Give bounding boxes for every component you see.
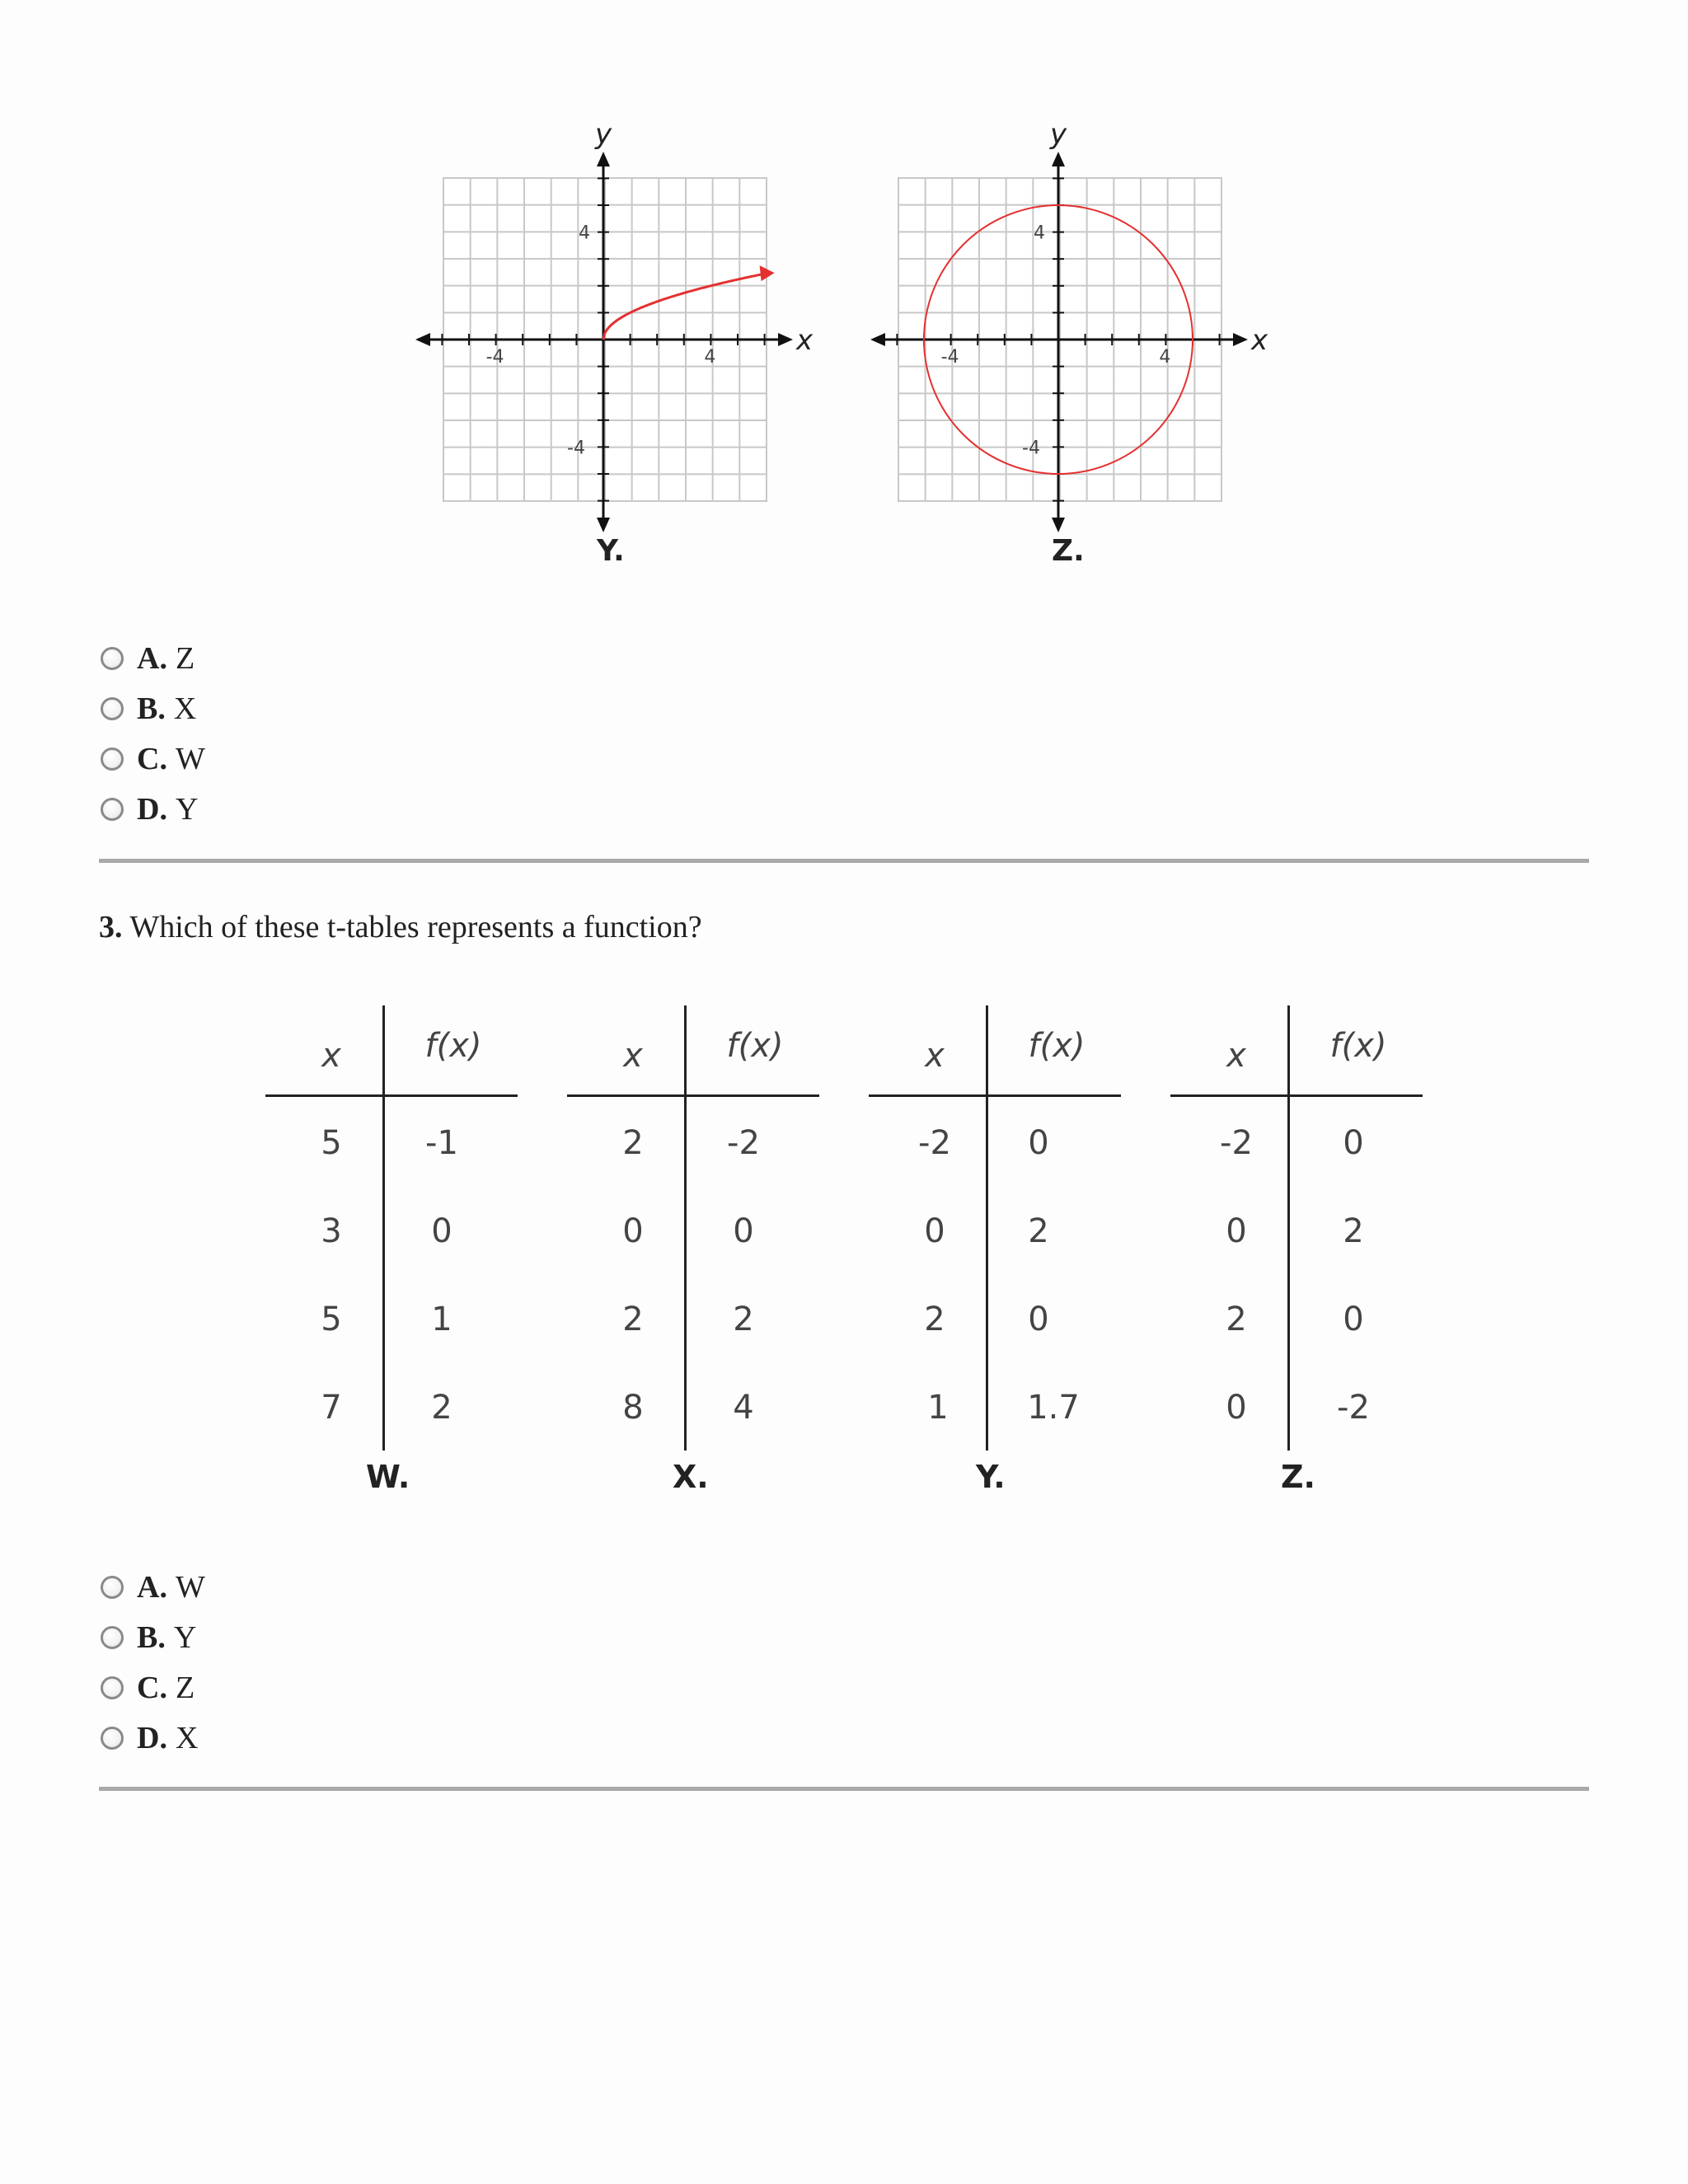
- arrow-left-icon: [870, 333, 885, 346]
- arrow-up-icon: [597, 152, 610, 166]
- graph-z-svg: [867, 115, 1279, 560]
- choice-text: Y: [173, 1619, 197, 1655]
- arrow-up-icon: [1052, 152, 1065, 166]
- tick-label-x-pos: 4: [704, 347, 716, 368]
- graph-y-svg: [412, 115, 824, 560]
- cell-x: 2: [1226, 1301, 1247, 1338]
- table-vertical-rule: [986, 1005, 988, 1451]
- radio-button[interactable]: [101, 1727, 124, 1750]
- cell-x: 3: [321, 1212, 342, 1250]
- tick-label-x-neg: -4: [485, 347, 504, 368]
- table-horizontal-rule: [567, 1094, 819, 1097]
- cell-x: 2: [622, 1124, 644, 1162]
- q2-choices: [101, 633, 205, 834]
- header-x: x: [321, 1037, 341, 1075]
- choice-text: W: [175, 741, 205, 776]
- choice-text: X: [175, 1720, 199, 1755]
- cell-fx: 0: [1343, 1301, 1364, 1338]
- radio-button[interactable]: [101, 798, 124, 821]
- cell-fx: -2: [727, 1124, 760, 1162]
- tick-label-x-neg: -4: [940, 347, 959, 368]
- question-number: 3.: [99, 910, 123, 944]
- choice-letter: B.: [137, 1619, 166, 1655]
- question-3: [99, 909, 702, 945]
- choice-text: X: [173, 691, 197, 726]
- q2-choice-c[interactable]: [101, 733, 205, 784]
- cell-fx: 0: [1028, 1301, 1049, 1338]
- radio-button[interactable]: [101, 647, 124, 670]
- x-axis-label: x: [796, 324, 814, 357]
- choice-letter: C.: [137, 741, 167, 776]
- cell-x: 0: [1226, 1212, 1247, 1250]
- arrow-left-icon: [415, 333, 430, 346]
- cell-x: 2: [924, 1301, 945, 1338]
- tick-label-y-pos: 4: [1034, 223, 1045, 244]
- graph-z: [867, 115, 1279, 560]
- header-x: x: [925, 1037, 945, 1075]
- cell-fx: 4: [733, 1389, 754, 1427]
- cell-x: -2: [918, 1124, 951, 1162]
- tick-label-y-neg: -4: [1022, 438, 1040, 459]
- y-axis-label: y: [1050, 118, 1067, 151]
- choice-letter: D.: [137, 791, 167, 827]
- radio-button[interactable]: [101, 748, 124, 771]
- header-x: x: [1226, 1037, 1246, 1075]
- divider: [99, 859, 1589, 863]
- cell-fx: 2: [733, 1301, 754, 1338]
- arrow-right-icon: [1233, 333, 1248, 346]
- ttable-y: [869, 1005, 1121, 1495]
- divider: [99, 1787, 1589, 1791]
- y-axis-label: y: [595, 118, 612, 151]
- x-axis-label: x: [1251, 324, 1268, 357]
- table-vertical-rule: [382, 1005, 385, 1451]
- cell-x: 1: [927, 1389, 949, 1427]
- choice-text: Z: [175, 640, 195, 676]
- tick-label-y-pos: 4: [579, 223, 590, 244]
- radio-button[interactable]: [101, 697, 124, 720]
- cell-x: 7: [321, 1389, 342, 1427]
- table-vertical-rule: [684, 1005, 687, 1451]
- q2-choice-d[interactable]: [101, 784, 205, 834]
- choice-letter: A.: [137, 1569, 167, 1605]
- header-fx: f(x): [424, 1027, 482, 1065]
- cell-x: -2: [1220, 1124, 1253, 1162]
- cell-fx: 1.7: [1027, 1389, 1080, 1427]
- graph-y-caption: Y.: [597, 534, 625, 568]
- table-caption: X.: [673, 1459, 709, 1495]
- table-caption: W.: [366, 1459, 410, 1495]
- cell-fx: 2: [1028, 1212, 1049, 1250]
- cell-fx: -2: [1337, 1389, 1370, 1427]
- choice-letter: B.: [137, 691, 166, 726]
- radio-button[interactable]: [101, 1626, 124, 1649]
- header-fx: f(x): [726, 1027, 784, 1065]
- cell-fx: 2: [1343, 1212, 1364, 1250]
- q2-choice-b[interactable]: [101, 683, 205, 733]
- arrow-down-icon: [597, 518, 610, 532]
- table-vertical-rule: [1287, 1005, 1290, 1451]
- ttable-z: [1170, 1005, 1423, 1495]
- table-horizontal-rule: [265, 1094, 518, 1097]
- cell-x: 2: [622, 1301, 644, 1338]
- q3-choice-a[interactable]: [101, 1562, 205, 1612]
- q3-choice-b[interactable]: [101, 1612, 205, 1662]
- q3-choice-c[interactable]: [101, 1662, 205, 1713]
- radio-button[interactable]: [101, 1576, 124, 1599]
- tick-label-x-pos: 4: [1159, 347, 1171, 368]
- graph-y: [412, 115, 824, 560]
- q3-choices: [101, 1562, 205, 1763]
- table-horizontal-rule: [1170, 1094, 1423, 1097]
- graph-z-caption: Z.: [1052, 534, 1085, 568]
- choice-letter: D.: [137, 1720, 167, 1755]
- q3-choice-d[interactable]: [101, 1713, 205, 1763]
- cell-x: 0: [1226, 1389, 1247, 1427]
- arrow-right-icon: [778, 333, 793, 346]
- table-horizontal-rule: [869, 1094, 1121, 1097]
- question-text: Which of these t-tables represents a function?: [129, 910, 702, 944]
- cell-x: 0: [924, 1212, 945, 1250]
- cell-x: 8: [622, 1389, 644, 1427]
- choice-text: Y: [175, 791, 199, 827]
- tick-label-y-neg: -4: [567, 438, 585, 459]
- cell-fx: 0: [733, 1212, 754, 1250]
- arrow-down-icon: [1052, 518, 1065, 532]
- table-caption: Y.: [976, 1459, 1006, 1495]
- ttable-w: [265, 1005, 518, 1495]
- choice-text: W: [175, 1569, 205, 1605]
- ttable-x: [567, 1005, 819, 1495]
- cell-fx: 0: [431, 1212, 452, 1250]
- header-x: x: [623, 1037, 643, 1075]
- choice-letter: A.: [137, 640, 167, 676]
- header-fx: f(x): [1028, 1027, 1085, 1065]
- q2-choice-a[interactable]: [101, 633, 205, 683]
- cell-fx: 0: [1028, 1124, 1049, 1162]
- header-fx: f(x): [1329, 1027, 1387, 1065]
- choice-letter: C.: [137, 1670, 167, 1705]
- radio-button[interactable]: [101, 1676, 124, 1699]
- choice-text: Z: [175, 1670, 195, 1705]
- cell-x: 0: [622, 1212, 644, 1250]
- cell-fx: 0: [1343, 1124, 1364, 1162]
- cell-fx: 1: [431, 1301, 452, 1338]
- table-caption: Z.: [1281, 1459, 1315, 1495]
- cell-x: 5: [321, 1124, 342, 1162]
- cell-fx: -1: [425, 1124, 458, 1162]
- cell-x: 5: [321, 1301, 342, 1338]
- cell-fx: 2: [431, 1389, 452, 1427]
